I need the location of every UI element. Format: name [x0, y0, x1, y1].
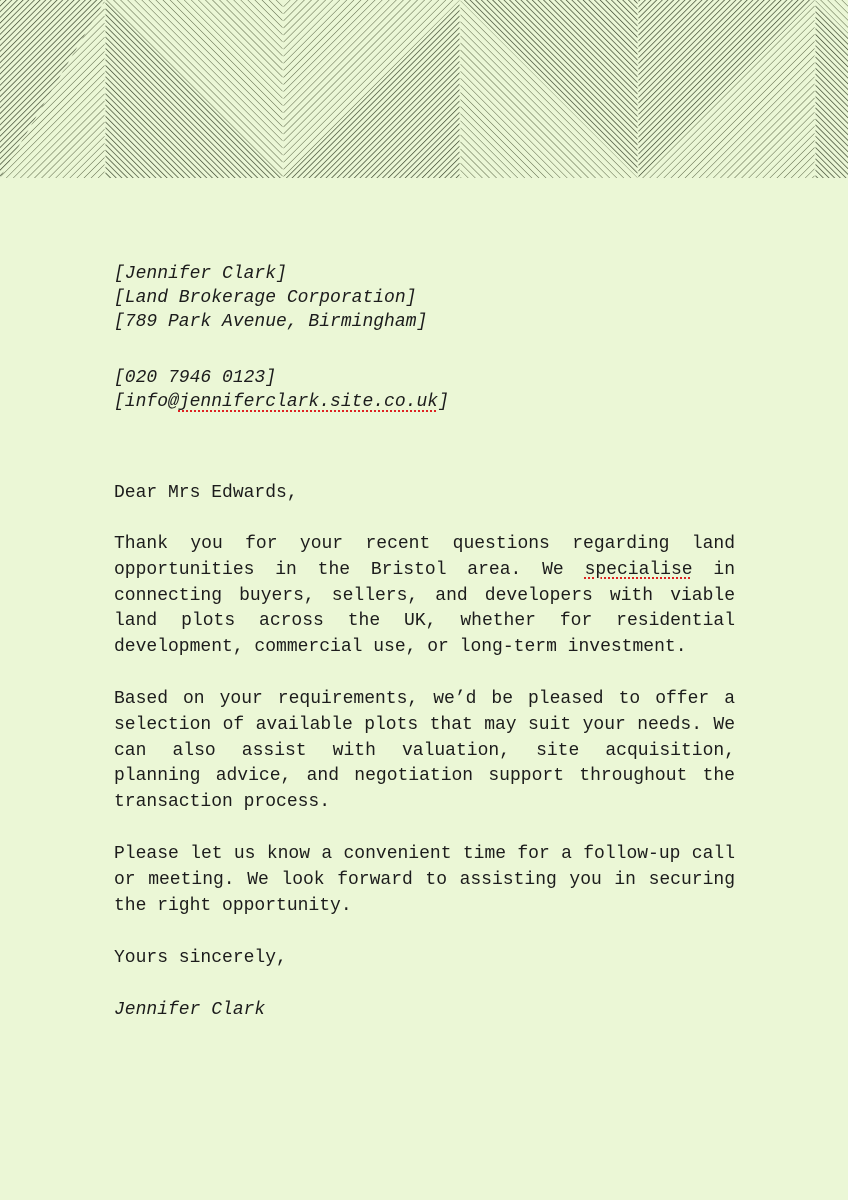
- paragraph-1: [114, 532, 735, 661]
- header-pattern-banner: [0, 0, 848, 178]
- email-suffix: ]: [438, 392, 449, 412]
- salutation: Dear Mrs Edwards,: [114, 483, 298, 503]
- sender-name: [Jennifer Clark]: [114, 264, 287, 284]
- sender-phone: [020 7946 0123]: [114, 368, 277, 388]
- paragraph-3: Please let us know a convenient time for a follow-up call or meeting. We look forward to assisting you in securing the right opportunity.: [114, 843, 735, 916]
- paragraph-1-start: Thank you for your recent questions regarding land opportunities in the Bristol area. We: [114, 534, 735, 580]
- sender-address: [789 Park Avenue, Birmingham]: [114, 312, 428, 332]
- paragraph-1-end: in connecting buyers, sellers, and developers with viable land plots across the UK, whether for residential development, commercial use, or long-term investment.: [114, 559, 736, 658]
- letter-body: [114, 262, 735, 1023]
- hatch-triangles-icon: [0, 0, 848, 178]
- sender-email: [114, 390, 735, 414]
- email-prefix: [info@: [114, 392, 179, 412]
- email-domain: jenniferclark.site.co.uk: [178, 392, 439, 412]
- spellcheck-flagged-word: specialise: [584, 559, 693, 580]
- signature: Jennifer Clark: [114, 1000, 266, 1021]
- sender-company: [Land Brokerage Corporation]: [114, 288, 417, 308]
- closing: Yours sincerely,: [114, 948, 287, 969]
- sender-contact-block: [114, 366, 735, 414]
- paragraph-2: Based on your requirements, we’d be pleased to offer a selection of available plots that may suit your needs. We can also assist with valuation, site acquisition, planning advice, and negotiation support throughout the transaction process.: [114, 688, 735, 813]
- sender-address-block: [114, 262, 735, 334]
